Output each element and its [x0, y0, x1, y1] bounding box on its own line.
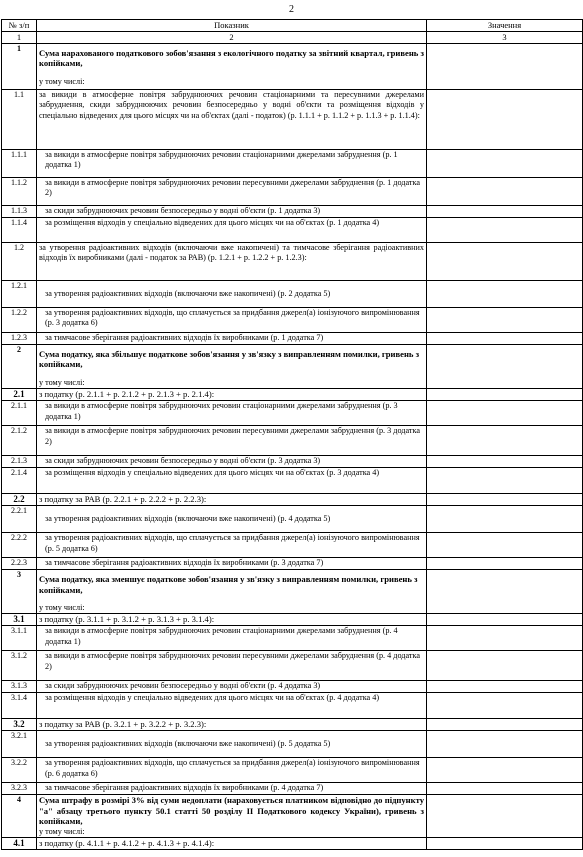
- col-number-1: 1: [2, 32, 37, 44]
- row-indicator: [37, 758, 427, 783]
- table-row: [2, 719, 583, 731]
- row-indicator: [37, 281, 427, 308]
- col-number-3: 3: [427, 32, 583, 44]
- row-indicator: [37, 308, 427, 333]
- row-number: 3.1.4: [2, 693, 37, 719]
- value-cell[interactable]: [427, 795, 583, 838]
- section-title: Сума штрафу в розмірі 3% від суми недоплати (нараховується платником відповідно до підпункту "а" абзацу третього пункту 50.1 статті 50 розділу II Податкового кодексу України), гривень з копійками,: [39, 795, 424, 827]
- value-cell[interactable]: [427, 308, 583, 333]
- row-number: 2.2.3: [2, 558, 37, 570]
- value-cell[interactable]: [427, 533, 583, 558]
- indicator-text: за тимчасове зберігання радіоактивних відходів їх виробниками (р. 3 додатка 7): [45, 558, 324, 568]
- indicator-text: за викиди в атмосферне повітря забруднюючих речовин пересувними джерелами забруднення (р. 3 додатка 2): [45, 426, 420, 446]
- indicator-text: за викиди в атмосферне повітря забруднюючих речовин пересувними джерелами забруднення (р. 1 додатка 2): [45, 178, 420, 198]
- indicator-text: за викиди в атмосферне повітря забруднюючих речовин пересувними джерелами забруднення (р. 4 додатка 2): [45, 651, 420, 671]
- table-row: [2, 150, 583, 178]
- value-cell[interactable]: [427, 468, 583, 494]
- indicator-text: за викиди в атмосферне повітря забруднюючих речовин стаціонарними джерелами забруднення (р. 1 додатка 1): [45, 150, 398, 170]
- row-indicator: [37, 206, 427, 218]
- row-number: 3.1.3: [2, 681, 37, 693]
- header-num: № з/п: [2, 20, 37, 32]
- row-number: 3.2.1: [2, 731, 37, 758]
- value-cell[interactable]: [427, 218, 583, 243]
- row-number: 2.1.1: [2, 401, 37, 426]
- row-indicator: [37, 731, 427, 758]
- table-row: [2, 456, 583, 468]
- section-subtitle: у тому числі:: [39, 76, 85, 86]
- row-indicator: [37, 389, 427, 401]
- table-row: [2, 626, 583, 651]
- value-cell[interactable]: [427, 494, 583, 506]
- row-indicator: [37, 150, 427, 178]
- indicator-text: за утворення радіоактивних відходів (включаючи вже накопичені) та тимчасове зберігання радіоактивних відходів їх виробниками (далі - податок за РАВ) (р. 1.2.1 + р. 1.2.2 + р. 1.2.3):: [39, 243, 424, 263]
- row-indicator: [37, 178, 427, 206]
- section-title: Сума нарахованого податкового зобов'язання з екологічного податку за звітний квартал, гривень з копійками,: [39, 48, 424, 69]
- row-indicator: [37, 719, 427, 731]
- table-row: [2, 243, 583, 281]
- header-indicator: Показник: [37, 20, 427, 32]
- section-title: Сума податку, яка збільшує податкове зобов'язання у зв'язку з виправленням помилки, гривень з копійками,: [39, 349, 420, 370]
- table-row: [2, 308, 583, 333]
- column-number-row: [2, 32, 583, 44]
- table-row: [2, 333, 583, 345]
- table-row: [2, 206, 583, 218]
- table-row: [2, 783, 583, 795]
- row-indicator: [37, 468, 427, 494]
- table-row: [2, 401, 583, 426]
- table-row: [2, 178, 583, 206]
- page-number: 2: [289, 4, 294, 15]
- row-indicator: [37, 243, 427, 281]
- row-number: 3.1.1: [2, 626, 37, 651]
- value-cell[interactable]: [427, 456, 583, 468]
- indicator-text: за утворення радіоактивних відходів, що сплачується за придбання джерел(а) іонізуючого випромінювання (р. 3 додатка 6): [45, 308, 420, 328]
- value-cell[interactable]: [427, 719, 583, 731]
- row-number: 2.2: [2, 494, 37, 506]
- value-cell[interactable]: [427, 783, 583, 795]
- tax-declaration-table: [1, 19, 583, 850]
- table-row: [2, 506, 583, 533]
- value-cell[interactable]: [427, 345, 583, 389]
- value-cell[interactable]: [427, 506, 583, 533]
- indicator-text: за викиди в атмосферне повітря забруднюючих речовин стаціонарними джерелами забруднення (р. 4 додатка 1): [45, 626, 398, 646]
- row-indicator: [37, 614, 427, 626]
- indicator-text: за розміщення відходів у спеціально відведених для цього місцях чи на об'єктах (р. 3 додатка 4): [45, 468, 380, 478]
- value-cell[interactable]: [427, 150, 583, 178]
- row-number: 2.1.2: [2, 426, 37, 456]
- table-row: [2, 731, 583, 758]
- value-cell[interactable]: [427, 44, 583, 90]
- indicator-text: за утворення радіоактивних відходів, що сплачується за придбання джерел(а) іонізуючого випромінювання (р. 6 додатка 6): [45, 758, 420, 778]
- table-row: [2, 281, 583, 308]
- row-indicator: [37, 681, 427, 693]
- value-cell[interactable]: [427, 389, 583, 401]
- indicator-text: з податку за РАВ (р. 2.2.1 + р. 2.2.2 + р. 2.2.3):: [39, 494, 207, 505]
- section-subtitle: у тому числі:: [39, 377, 85, 387]
- indicator-text: за утворення радіоактивних відходів, що сплачується за придбання джерел(а) іонізуючого випромінювання (р. 5 додатка 6): [45, 533, 420, 553]
- row-number: 2.1.4: [2, 468, 37, 494]
- table-row: [2, 651, 583, 681]
- table-row: [2, 693, 583, 719]
- indicator-text: за утворення радіоактивних відходів (включаючи вже накопичені) (р. 5 додатка 5): [45, 739, 331, 749]
- row-indicator: [37, 494, 427, 506]
- table-row: [2, 494, 583, 506]
- indicator-text: з податку (р. 2.1.1 + р. 2.1.2 + р. 2.1.3 + р. 2.1.4):: [39, 389, 215, 400]
- row-number: 2.2.2: [2, 533, 37, 558]
- table-row: [2, 468, 583, 494]
- row-indicator: [37, 218, 427, 243]
- table-row: [2, 838, 583, 850]
- table-row: [2, 570, 583, 614]
- indicator-text: за тимчасове зберігання радіоактивних відходів їх виробниками (р. 4 додатка 7): [45, 783, 324, 793]
- value-cell[interactable]: [427, 758, 583, 783]
- table-row: [2, 758, 583, 783]
- indicator-text: за тимчасове зберігання радіоактивних відходів їх виробниками (р. 1 додатка 7): [45, 333, 324, 342]
- row-indicator: [37, 533, 427, 558]
- row-number: 1.1.3: [2, 206, 37, 218]
- value-cell[interactable]: [427, 206, 583, 218]
- row-number: 1.2.1: [2, 281, 37, 308]
- row-indicator: [37, 456, 427, 468]
- row-indicator: [37, 558, 427, 570]
- value-cell[interactable]: [427, 401, 583, 426]
- indicator-text: за скиди забруднюючих речовин безпосередньо у водні об'єкти (р. 1 додатка 3): [45, 206, 321, 215]
- value-cell[interactable]: [427, 681, 583, 693]
- row-number: 4.1: [2, 838, 37, 850]
- table-row: [2, 558, 583, 570]
- col-number-2: 2: [37, 32, 427, 44]
- table-row: [2, 614, 583, 626]
- row-number: 3.2.3: [2, 783, 37, 795]
- indicator-text: за розміщення відходів у спеціально відведених для цього місцях чи на об'єктах (р. 1 додатка 4): [45, 218, 380, 227]
- value-cell[interactable]: [427, 731, 583, 758]
- value-cell[interactable]: [427, 243, 583, 281]
- row-number: 1.1.1: [2, 150, 37, 178]
- row-indicator: [37, 90, 427, 150]
- row-indicator: [37, 345, 427, 389]
- table-row: [2, 389, 583, 401]
- value-cell[interactable]: [427, 178, 583, 206]
- row-indicator: [37, 651, 427, 681]
- section-subtitle: у тому числі:: [39, 826, 85, 836]
- indicator-text: з податку (р. 3.1.1 + р. 3.1.2 + р. 3.1.3 + р. 3.1.4):: [39, 614, 215, 625]
- indicator-text: з податку за РАВ (р. 3.2.1 + р. 3.2.2 + р. 3.2.3):: [39, 719, 207, 730]
- table-row: [2, 44, 583, 90]
- row-number: 2.1: [2, 389, 37, 401]
- row-number: 3: [2, 570, 37, 614]
- row-indicator: [37, 693, 427, 719]
- row-indicator: [37, 626, 427, 651]
- value-cell[interactable]: [427, 426, 583, 456]
- row-number: 1.2.2: [2, 308, 37, 333]
- section-subtitle: у тому числі:: [39, 603, 85, 613]
- row-indicator: [37, 795, 427, 838]
- value-cell[interactable]: [427, 281, 583, 308]
- value-cell[interactable]: [427, 558, 583, 570]
- value-cell[interactable]: [427, 626, 583, 651]
- row-number: 1: [2, 44, 37, 90]
- value-cell[interactable]: [427, 570, 583, 614]
- row-number: 1.2.3: [2, 333, 37, 345]
- table-row: [2, 345, 583, 389]
- indicator-text: з податку (р. 4.1.1 + р. 4.1.2 + р. 4.1.3 + р. 4.1.4):: [39, 838, 215, 849]
- row-number: 4: [2, 795, 37, 838]
- row-indicator: [37, 426, 427, 456]
- row-number: 3.2.2: [2, 758, 37, 783]
- table-row: [2, 218, 583, 243]
- row-number: 1.2: [2, 243, 37, 281]
- row-number: 1.1: [2, 90, 37, 150]
- row-indicator: [37, 570, 427, 614]
- indicator-text: за утворення радіоактивних відходів (включаючи вже накопичені) (р. 2 додатка 5): [45, 288, 331, 298]
- row-indicator: [37, 333, 427, 345]
- table-row: [2, 681, 583, 693]
- row-indicator: [37, 506, 427, 533]
- row-number: 2.2.1: [2, 506, 37, 533]
- row-number: 2.1.3: [2, 456, 37, 468]
- value-cell[interactable]: [427, 90, 583, 150]
- row-number: 3.1.2: [2, 651, 37, 681]
- row-indicator: [37, 44, 427, 90]
- indicator-text: за скиди забруднюючих речовин безпосередньо у водні об'єкти (р. 3 додатка 3): [45, 456, 321, 466]
- indicator-text: за викиди в атмосферне повітря забруднюючих речовин стаціонарними джерелами забруднення (р. 3 додатка 1): [45, 401, 398, 421]
- row-number: 1.1.2: [2, 178, 37, 206]
- table-row: [2, 533, 583, 558]
- row-indicator: [37, 838, 427, 850]
- value-cell[interactable]: [427, 333, 583, 345]
- row-number: 3.1: [2, 614, 37, 626]
- value-cell[interactable]: [427, 693, 583, 719]
- value-cell[interactable]: [427, 614, 583, 626]
- row-number: 1.1.4: [2, 218, 37, 243]
- row-number: 2: [2, 345, 37, 389]
- table-row: [2, 795, 583, 838]
- row-number: 3.2: [2, 719, 37, 731]
- indicator-text: за розміщення відходів у спеціально відведених для цього місцях чи на об'єктах (р. 4 додатка 4): [45, 693, 380, 703]
- table-header-row: [2, 20, 583, 32]
- indicator-text: за викиди в атмосферне повітря забруднюючих речовин стаціонарними та пересувними джерелами забруднення, скиди забруднюючих речовин безпосередньо у водні об'єкти та розміщення відходів у спеціально відведених для цього місцях чи на об'єктах (далі - податок) (р. 1.1.1 + р. 1.1.2 + р. 1.1.3 + р. 1.1.4):: [39, 90, 424, 120]
- header-value: Значення: [427, 20, 583, 32]
- table-row: [2, 90, 583, 150]
- table-row: [2, 426, 583, 456]
- indicator-text: за утворення радіоактивних відходів (включаючи вже накопичені) (р. 4 додатка 5): [45, 514, 331, 524]
- value-cell[interactable]: [427, 838, 583, 850]
- section-title: Сума податку, яка зменшує податкове зобов'язання у зв'язку з виправленням помилки, гривень з копійками,: [39, 574, 418, 595]
- row-indicator: [37, 783, 427, 795]
- indicator-text: за скиди забруднюючих речовин безпосередньо у водні об'єкти (р. 4 додатка 3): [45, 681, 321, 691]
- value-cell[interactable]: [427, 651, 583, 681]
- row-indicator: [37, 401, 427, 426]
